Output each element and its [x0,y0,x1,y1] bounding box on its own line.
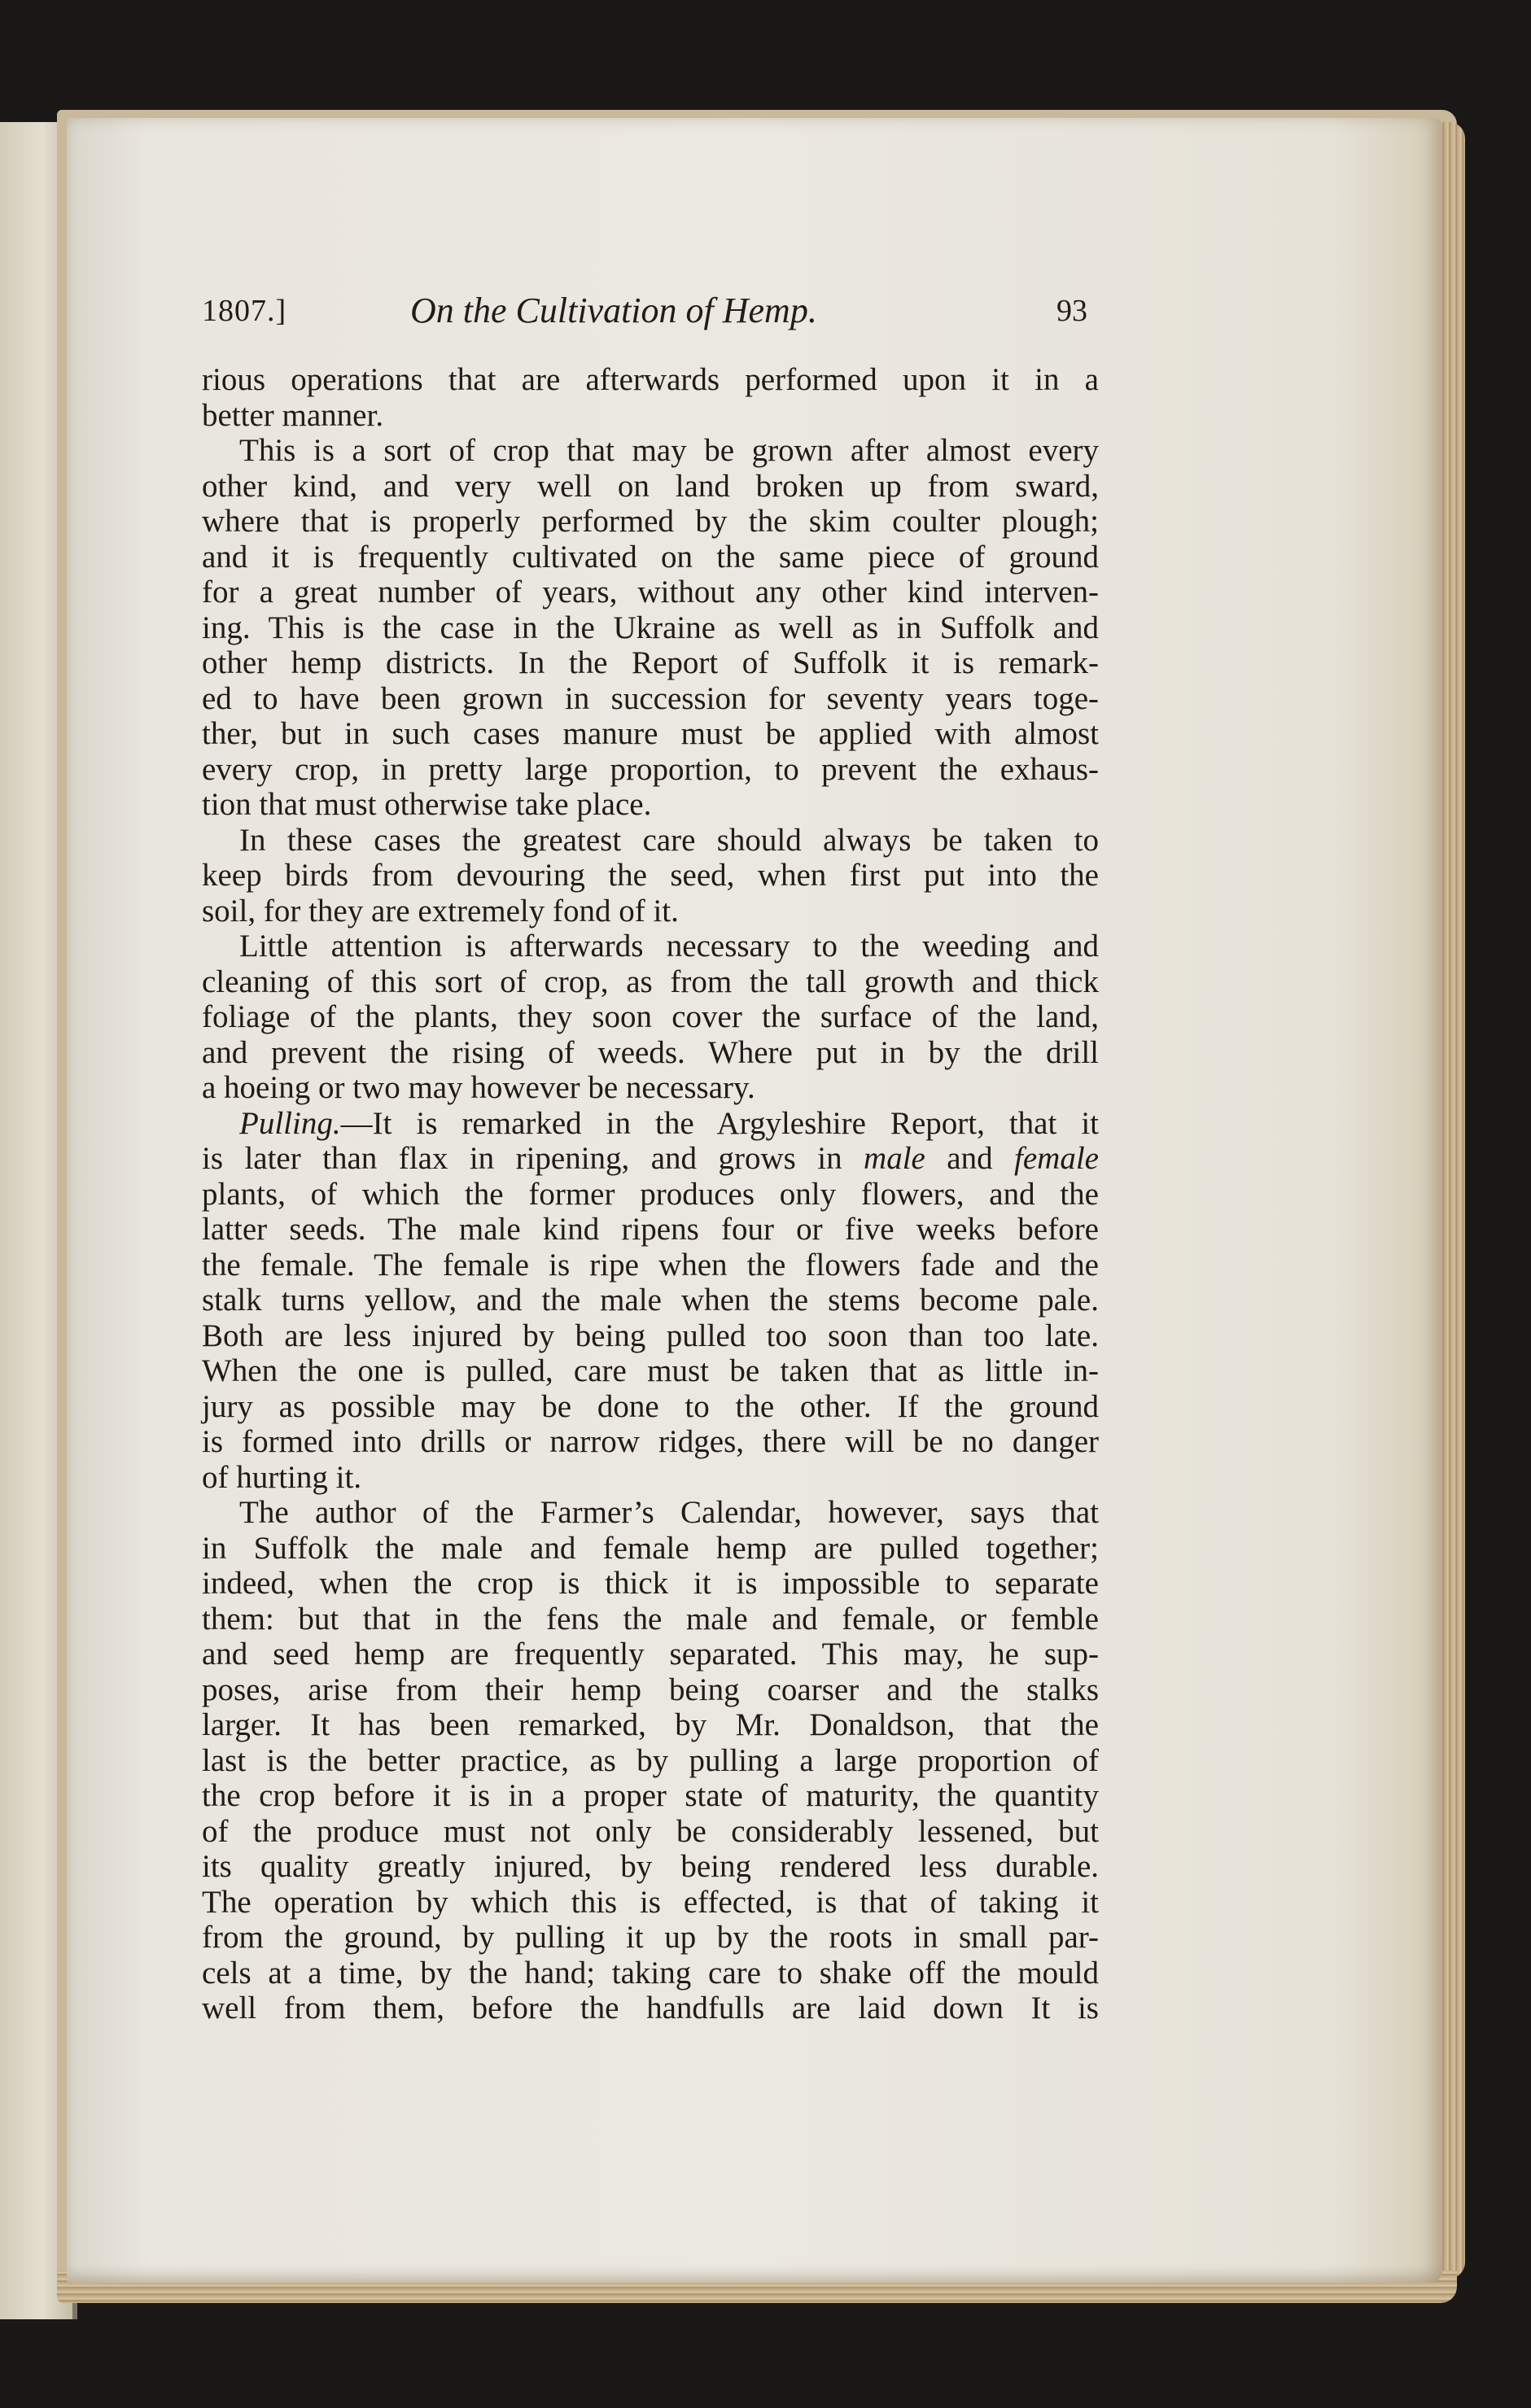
text-line: other hemp districts. In the Report of Suffolk it is remark- [202,645,1099,680]
italic-term-male: male [864,1141,925,1176]
text-line: latter seeds. The male kind ripens four or five weeks before [202,1212,1099,1247]
text-line: indeed, when the crop is thick it is impossible to separate [202,1566,1099,1601]
text-line: cleaning of this sort of crop, as from the tall growth and thick [202,964,1099,999]
text-line: soil, for they are extremely fond of it. [202,893,679,929]
text-line: This is a sort of crop that may be grown after almost every [239,433,1099,468]
text-line: a hoeing or two may however be necessary. [202,1070,755,1105]
text-line: well from them, before the handfulls are laid down It is [202,1991,1099,2026]
text-line: stalk turns yellow, and the male when the stems become pale. [202,1283,1099,1318]
text-line: from the ground, by pulling it up by the roots in small par- [202,1920,1099,1955]
text-line: jury as possible may be done to the other. If the ground [202,1388,1099,1424]
text-line: Both are less injured by being pulled too soon than too late. [202,1318,1099,1353]
text-line: its quality greatly injured, by being rendered less durable. [202,1849,1099,1884]
text-line: and seed hemp are frequently separated. This may, he sup- [202,1637,1099,1672]
italic-term-female: female [1014,1141,1099,1176]
text-line: When the one is pulled, care must be taken that as little in- [202,1353,1099,1388]
text-line: where that is properly performed by the skim coulter plough; [202,504,1099,539]
text-line: other kind, and very well on land broken up from sward, [202,468,1099,504]
text-run: —It is remarked in the Argyleshire Report, that it [340,1105,1099,1141]
page-number: 93 [1056,294,1087,328]
text-line: and it is frequently cultivated on the same piece of ground [202,539,1099,575]
section-heading-pulling: Pulling. [239,1105,341,1141]
text-line: better manner. [202,397,384,433]
text-line: The author of the Farmer’s Calendar, however, says that [239,1495,1099,1530]
text-line: tion that must otherwise take place. [202,787,652,822]
text-line [202,1141,1099,1177]
text-line: plants, of which the former produces only flowers, and the [202,1176,1099,1212]
running-head [202,293,1097,342]
text-line: ing. This is the case in the Ukraine as well as in Suffolk and [202,610,1099,645]
text-line: The operation by which this is effected, is that of taking it [202,1884,1099,1920]
text-line: the crop before it is in a proper state of maturity, the quantity [202,1778,1099,1813]
text-line: poses, arise from their hemp being coarser and the stalks [202,1672,1099,1707]
body-text [202,362,1099,2026]
text-line: every crop, in pretty large proportion, to prevent the exhaus- [202,751,1099,787]
text-line: cels at a time, by the hand; taking care to shake off the mould [202,1955,1099,1991]
text-line: ther, but in such cases manure must be applied with almost [202,716,1099,751]
running-head-year: 1807.] [202,294,287,328]
text-line: for a great number of years, without any other kind interven- [202,575,1099,610]
text-line: larger. It has been remarked, by Mr. Donaldson, that the [202,1707,1099,1742]
text-line: is formed into drills or narrow ridges, there will be no danger [202,1424,1099,1459]
text-line: in Suffolk the male and female hemp are pulled together; [202,1530,1099,1566]
text-line: rious operations that are afterwards performed upon it in a [202,362,1099,397]
running-head-title: On the Cultivation of Hemp. [410,291,817,330]
text-line: of the produce must not only be considerably lessened, but [202,1813,1099,1849]
text-line: and prevent the rising of weeds. Where put in by the drill [202,1034,1099,1070]
text-line: of hurting it. [202,1459,362,1495]
text-line: keep birds from devouring the seed, when first put into the [202,858,1099,893]
text-run: is later than flax in ripening, and grows in [202,1141,864,1176]
text-run: and [925,1141,1015,1176]
text-line: Little attention is afterwards necessary to the weeding and [239,929,1099,964]
text-line [202,1106,1099,1142]
text-line: foliage of the plants, they soon cover the surface of the land, [202,999,1099,1034]
text-line: In these cases the greatest care should always be taken to [239,822,1099,858]
text-line: them: but that in the fens the male and female, or femble [202,1601,1099,1637]
text-line: the female. The female is ripe when the flowers fade and the [202,1247,1099,1283]
text-line: last is the better practice, as by pulling a large proportion of [202,1742,1099,1778]
text-line: ed to have been grown in succession for seventy years toge- [202,680,1099,716]
